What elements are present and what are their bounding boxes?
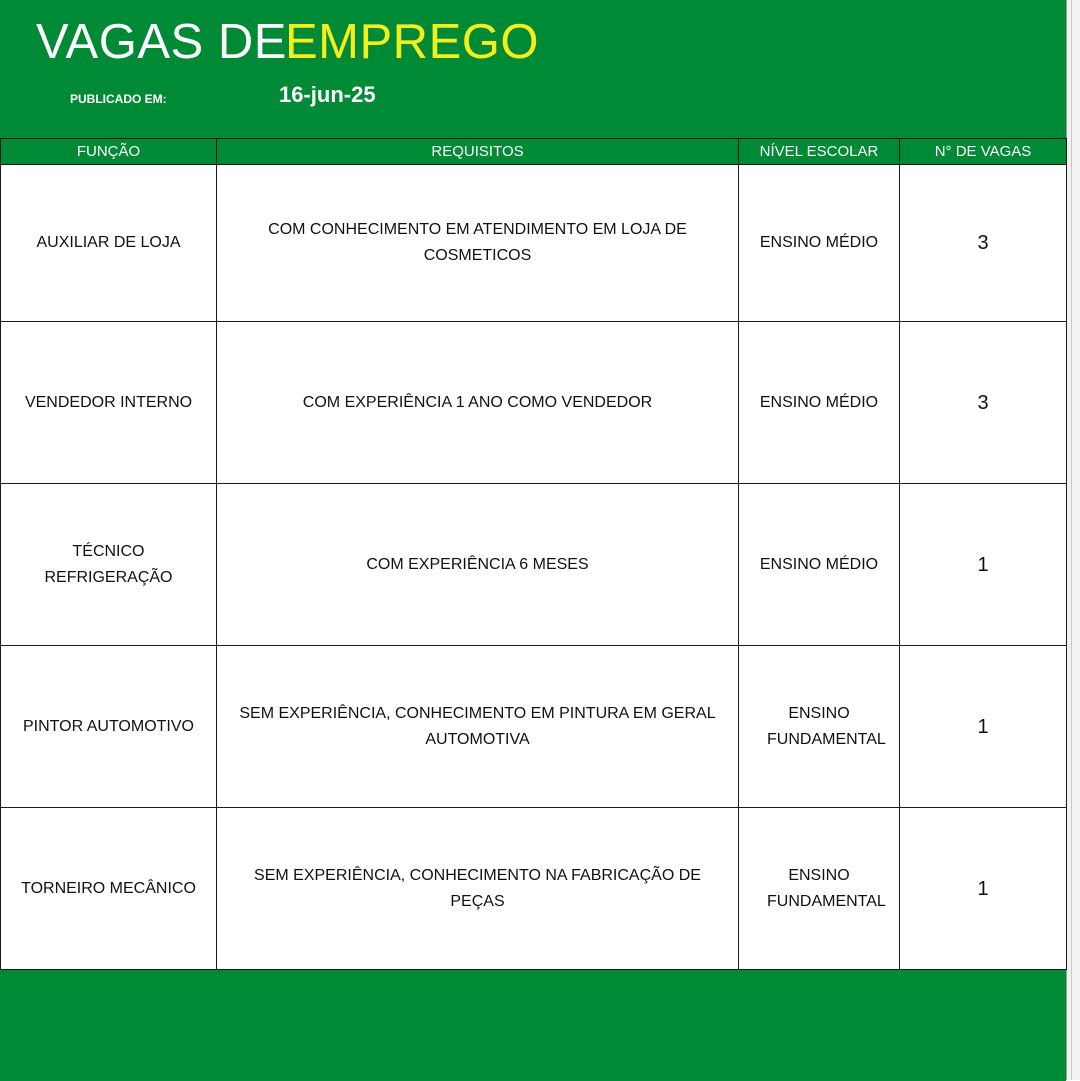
cell-requisitos: COM EXPERIÊNCIA 6 MESES [217,484,739,646]
cell-vagas: 1 [900,808,1067,970]
cell-nivel-escolar: ENSINO FUNDAMENTAL [739,808,900,970]
cell-funcao: AUXILIAR DE LOJA [1,165,217,322]
cell-nivel-escolar: ENSINO FUNDAMENTAL [739,646,900,808]
footer-band [0,969,1066,1081]
column-header-numero-vagas: N° DE VAGAS [900,139,1067,165]
cell-funcao: VENDEDOR INTERNO [1,322,217,484]
table-row [1,808,1067,970]
published-date: 16-jun-25 [279,82,376,107]
cell-vagas: 3 [900,322,1067,484]
title-part-2: EMPREGO [285,15,539,69]
cell-nivel-escolar: ENSINO MÉDIO [739,165,900,322]
table-row [1,646,1067,808]
cell-requisitos: SEM EXPERIÊNCIA, CONHECIMENTO EM PINTURA EM GERAL AUTOMOTIVA [217,646,739,808]
cell-vagas: 3 [900,165,1067,322]
cell-funcao: TORNEIRO MECÂNICO [1,808,217,970]
column-header-funcao: FUNÇÃO [1,139,217,165]
cell-vagas: 1 [900,646,1067,808]
cell-requisitos: COM EXPERIÊNCIA 1 ANO COMO VENDEDOR [217,322,739,484]
published-label: PUBLICADO EM: [70,92,167,106]
cell-requisitos: COM CONHECIMENTO EM ATENDIMENTO EM LOJA DE COSMETICOS [217,165,739,322]
cell-vagas: 1 [900,484,1067,646]
title-part-1: VAGAS DE [36,15,287,69]
header-banner [0,0,1066,139]
column-header-nivel-escolar: NÍVEL ESCOLAR [739,139,900,165]
cell-requisitos: SEM EXPERIÊNCIA, CONHECIMENTO NA FABRICAÇÃO DE PEÇAS [217,808,739,970]
table-row [1,165,1067,322]
table-row [1,484,1067,646]
jobs-table [0,138,1067,970]
page-edge [1067,0,1080,1080]
cell-funcao: TÉCNICO REFRIGERAÇÃO [1,484,217,646]
cell-nivel-escolar: ENSINO MÉDIO [739,322,900,484]
column-header-requisitos: REQUISITOS [217,139,739,165]
table-row [1,322,1067,484]
cell-nivel-escolar: ENSINO MÉDIO [739,484,900,646]
cell-funcao: PINTOR AUTOMOTIVO [1,646,217,808]
table-header-row [1,139,1067,165]
